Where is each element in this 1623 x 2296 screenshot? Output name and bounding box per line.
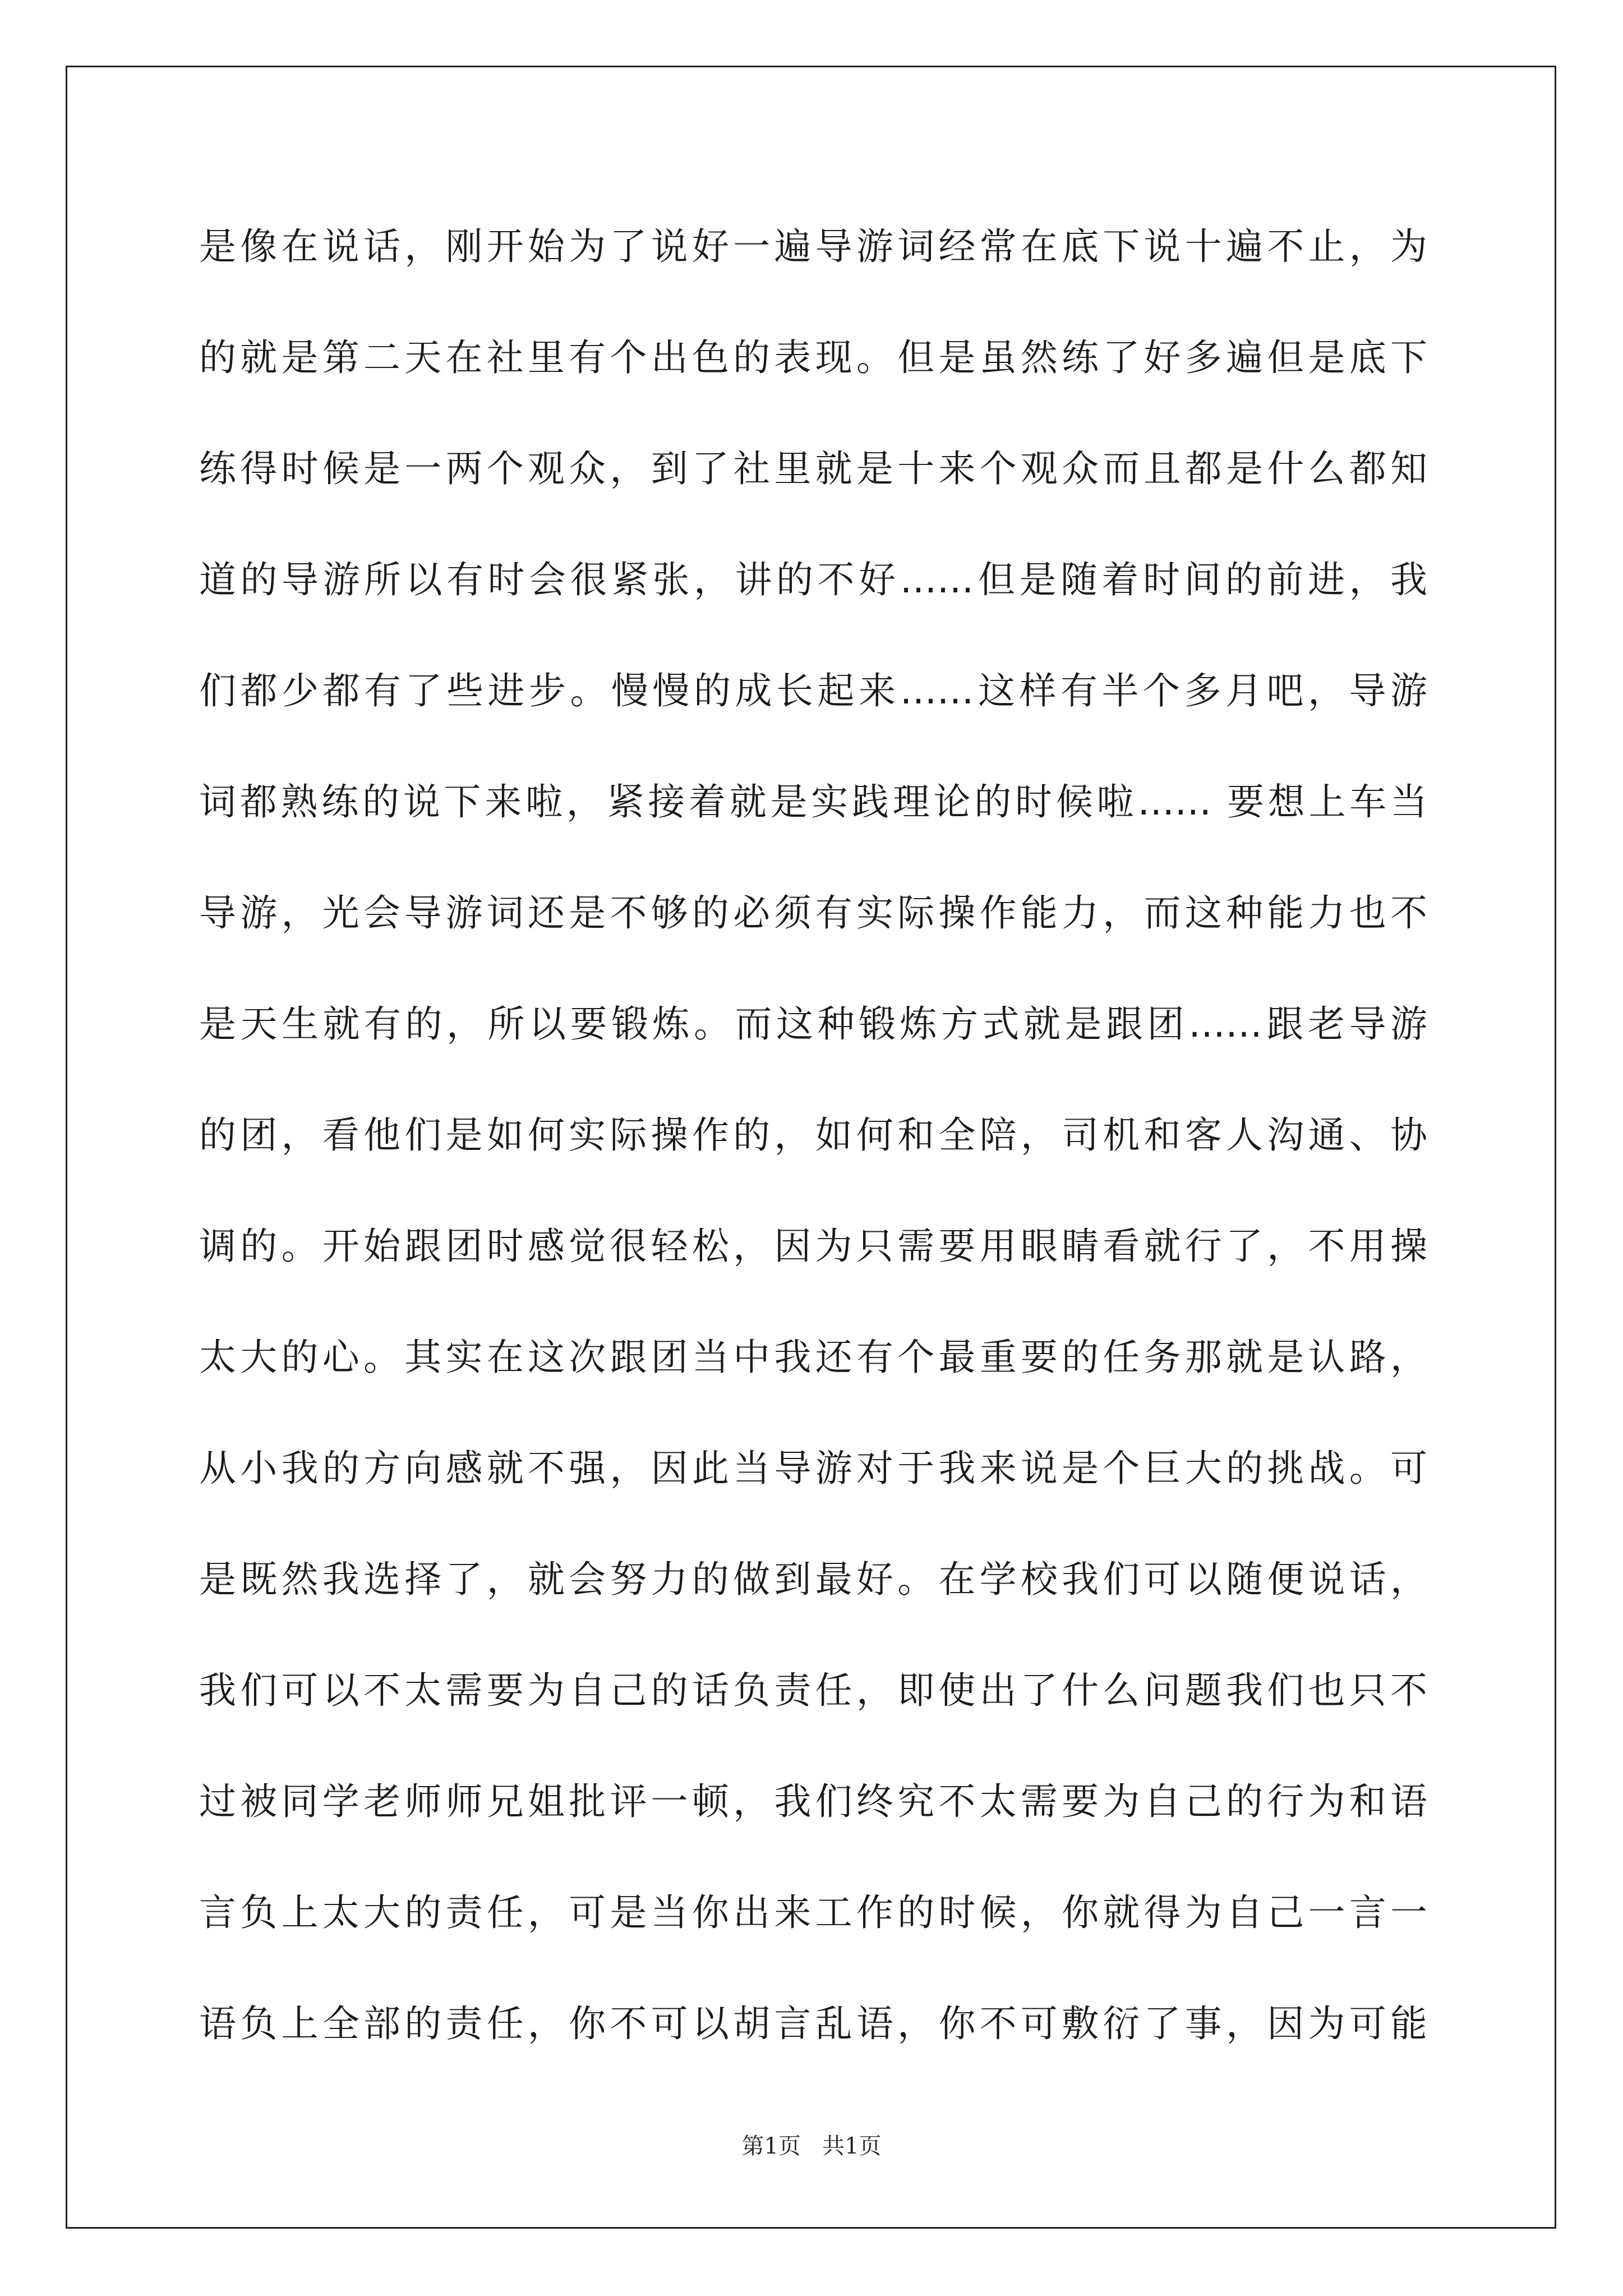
text-line: 是既然我选择了，就会努力的做到最好。在学校我们可以随便说话， <box>199 1558 1427 1601</box>
text-line: 调的。开始跟团时感觉很轻松，因为只需要用眼睛看就行了，不用操 <box>199 1225 1427 1268</box>
text-line: 们都少都有了些进步。慢慢的成长起来……这样有半个多月吧，导游 <box>199 669 1427 712</box>
text-line: 是天生就有的，所以要锻炼。而这种锻炼方式就是跟团……跟老导游 <box>199 1002 1427 1046</box>
text-line: 是像在说话，刚开始为了说好一遍导游词经常在底下说十遍不止，为 <box>199 225 1427 268</box>
text-line: 语负上全部的责任，你不可以胡言乱语，你不可敷衍了事，因为可能 <box>199 2002 1427 2045</box>
page-footer: 第1页 共1页 <box>741 2133 882 2159</box>
text-line: 道的导游所以有时会很紧张，讲的不好……但是随着时间的前进，我 <box>199 558 1427 601</box>
text-line: 导游，光会导游词还是不够的必须有实际操作能力，而这种能力也不 <box>199 891 1427 935</box>
text-line: 练得时候是一两个观众，到了社里就是十来个观众而且都是什么都知 <box>199 447 1427 490</box>
text-line: 言负上太大的责任，可是当你出来工作的时候，你就得为自己一言一 <box>199 1891 1427 1934</box>
text-line: 太大的心。其实在这次跟团当中我还有个最重要的任务那就是认路， <box>199 1336 1427 1379</box>
text-line: 的就是第二天在社里有个出色的表现。但是虽然练了好多遍但是底下 <box>199 336 1427 379</box>
text-line: 词都熟练的说下来啦，紧接着就是实践理论的时候啦…… 要想上车当 <box>199 780 1427 823</box>
text-line: 从小我的方向感就不强，因此当导游对于我来说是个巨大的挑战。可 <box>199 1447 1427 1490</box>
text-line: 我们可以不太需要为自己的话负责任，即使出了什么问题我们也只不 <box>199 1669 1427 1712</box>
text-line: 的团，看他们是如何实际操作的，如何和全陪，司机和客人沟通、协 <box>199 1114 1427 1157</box>
text-line: 过被同学老师师兄姐批评一顿，我们终究不太需要为自己的行为和语 <box>199 1780 1427 1823</box>
